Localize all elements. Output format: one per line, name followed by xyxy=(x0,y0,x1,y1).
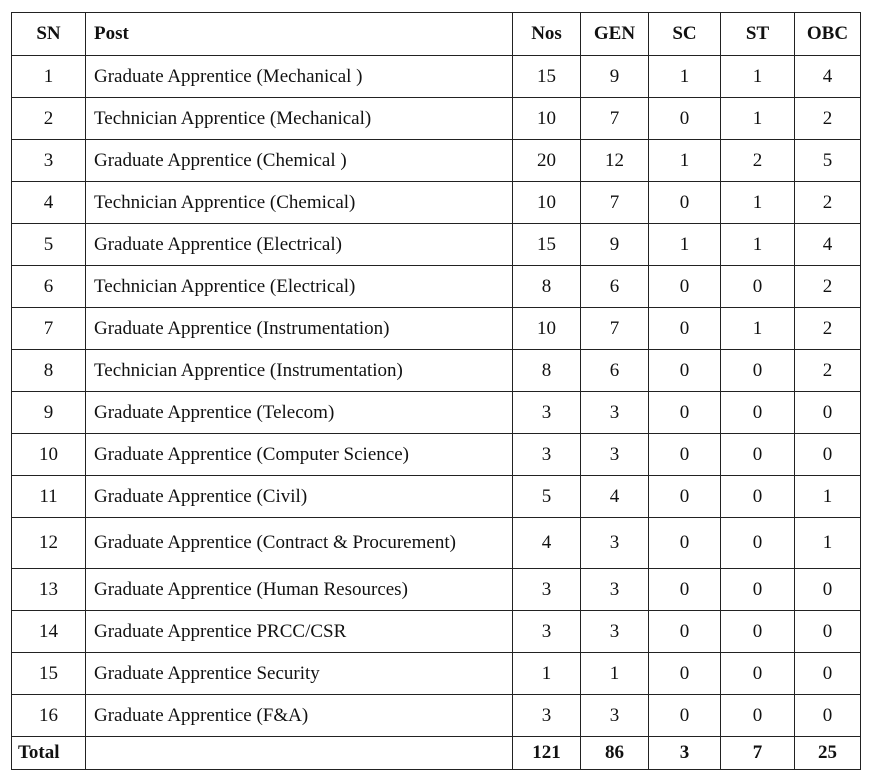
cell-sc: 0 xyxy=(649,434,721,476)
cell-gen: 7 xyxy=(581,308,649,350)
cell-post: Technician Apprentice (Instrumentation) xyxy=(86,350,513,392)
cell-st: 1 xyxy=(721,224,795,266)
cell-st: 0 xyxy=(721,266,795,308)
cell-gen: 4 xyxy=(581,476,649,518)
table-row xyxy=(12,56,861,98)
cell-nos: 3 xyxy=(513,611,581,653)
cell-obc: 4 xyxy=(795,56,861,98)
cell-st: 1 xyxy=(721,56,795,98)
cell-gen: 7 xyxy=(581,182,649,224)
header-nos: Nos xyxy=(513,13,581,56)
cell-sc: 0 xyxy=(649,653,721,695)
cell-nos: 15 xyxy=(513,224,581,266)
table-row xyxy=(12,518,861,569)
cell-gen: 3 xyxy=(581,392,649,434)
cell-post: Graduate Apprentice (Telecom) xyxy=(86,392,513,434)
cell-obc: 2 xyxy=(795,182,861,224)
cell-nos: 10 xyxy=(513,98,581,140)
total-st: 7 xyxy=(721,737,795,770)
cell-sc: 1 xyxy=(649,56,721,98)
cell-sc: 0 xyxy=(649,266,721,308)
cell-sn: 9 xyxy=(12,392,86,434)
table-row xyxy=(12,392,861,434)
total-label: Total xyxy=(12,737,86,770)
cell-obc: 5 xyxy=(795,140,861,182)
cell-post: Graduate Apprentice (Computer Science) xyxy=(86,434,513,476)
cell-post: Technician Apprentice (Chemical) xyxy=(86,182,513,224)
cell-st: 0 xyxy=(721,518,795,569)
cell-gen: 12 xyxy=(581,140,649,182)
cell-post: Graduate Apprentice (Human Resources) xyxy=(86,569,513,611)
cell-nos: 10 xyxy=(513,308,581,350)
table-row xyxy=(12,182,861,224)
table-row xyxy=(12,140,861,182)
table-row xyxy=(12,476,861,518)
cell-sn: 3 xyxy=(12,140,86,182)
cell-gen: 1 xyxy=(581,653,649,695)
header-post: Post xyxy=(86,13,513,56)
cell-st: 0 xyxy=(721,569,795,611)
total-obc: 25 xyxy=(795,737,861,770)
cell-sc: 1 xyxy=(649,140,721,182)
header-sn: SN xyxy=(12,13,86,56)
cell-sn: 14 xyxy=(12,611,86,653)
cell-nos: 3 xyxy=(513,569,581,611)
cell-nos: 4 xyxy=(513,518,581,569)
cell-obc: 2 xyxy=(795,266,861,308)
cell-sn: 5 xyxy=(12,224,86,266)
cell-sc: 0 xyxy=(649,392,721,434)
cell-sn: 6 xyxy=(12,266,86,308)
cell-nos: 3 xyxy=(513,434,581,476)
table-row xyxy=(12,434,861,476)
cell-post: Graduate Apprentice (Chemical ) xyxy=(86,140,513,182)
cell-nos: 8 xyxy=(513,266,581,308)
cell-obc: 2 xyxy=(795,308,861,350)
cell-post: Graduate Apprentice (Instrumentation) xyxy=(86,308,513,350)
cell-gen: 3 xyxy=(581,434,649,476)
cell-sn: 4 xyxy=(12,182,86,224)
cell-obc: 0 xyxy=(795,392,861,434)
cell-gen: 9 xyxy=(581,224,649,266)
cell-obc: 0 xyxy=(795,695,861,737)
cell-st: 2 xyxy=(721,140,795,182)
cell-nos: 5 xyxy=(513,476,581,518)
total-sc: 3 xyxy=(649,737,721,770)
table-row xyxy=(12,308,861,350)
cell-sn: 12 xyxy=(12,518,86,569)
cell-sn: 1 xyxy=(12,56,86,98)
table-row xyxy=(12,350,861,392)
cell-st: 0 xyxy=(721,434,795,476)
cell-sc: 0 xyxy=(649,350,721,392)
cell-gen: 9 xyxy=(581,56,649,98)
table-row xyxy=(12,266,861,308)
table-row xyxy=(12,569,861,611)
header-gen: GEN xyxy=(581,13,649,56)
cell-sn: 7 xyxy=(12,308,86,350)
cell-sc: 0 xyxy=(649,98,721,140)
cell-sc: 0 xyxy=(649,611,721,653)
header-sc: SC xyxy=(649,13,721,56)
cell-post: Graduate Apprentice (Contract & Procurement) xyxy=(86,518,513,569)
cell-sn: 8 xyxy=(12,350,86,392)
cell-post: Technician Apprentice (Mechanical) xyxy=(86,98,513,140)
total-nos: 121 xyxy=(513,737,581,770)
cell-post: Graduate Apprentice (Civil) xyxy=(86,476,513,518)
cell-obc: 0 xyxy=(795,611,861,653)
cell-sn: 15 xyxy=(12,653,86,695)
cell-nos: 3 xyxy=(513,392,581,434)
cell-sn: 10 xyxy=(12,434,86,476)
table-row xyxy=(12,653,861,695)
cell-st: 1 xyxy=(721,308,795,350)
cell-st: 1 xyxy=(721,182,795,224)
cell-st: 1 xyxy=(721,98,795,140)
cell-obc: 1 xyxy=(795,518,861,569)
cell-nos: 10 xyxy=(513,182,581,224)
cell-gen: 6 xyxy=(581,350,649,392)
cell-post: Graduate Apprentice PRCC/CSR xyxy=(86,611,513,653)
cell-sc: 0 xyxy=(649,518,721,569)
cell-st: 0 xyxy=(721,611,795,653)
cell-st: 0 xyxy=(721,350,795,392)
cell-sn: 16 xyxy=(12,695,86,737)
cell-sc: 1 xyxy=(649,224,721,266)
total-row xyxy=(12,737,861,770)
cell-obc: 2 xyxy=(795,98,861,140)
table-row xyxy=(12,695,861,737)
cell-gen: 6 xyxy=(581,266,649,308)
cell-obc: 4 xyxy=(795,224,861,266)
cell-sc: 0 xyxy=(649,695,721,737)
total-post xyxy=(86,737,513,770)
cell-st: 0 xyxy=(721,392,795,434)
cell-post: Graduate Apprentice (F&A) xyxy=(86,695,513,737)
cell-nos: 20 xyxy=(513,140,581,182)
cell-nos: 1 xyxy=(513,653,581,695)
cell-st: 0 xyxy=(721,476,795,518)
header-st: ST xyxy=(721,13,795,56)
header-obc: OBC xyxy=(795,13,861,56)
cell-nos: 8 xyxy=(513,350,581,392)
cell-gen: 3 xyxy=(581,695,649,737)
vacancy-table xyxy=(11,12,861,770)
cell-nos: 3 xyxy=(513,695,581,737)
cell-gen: 3 xyxy=(581,611,649,653)
cell-obc: 0 xyxy=(795,569,861,611)
cell-gen: 3 xyxy=(581,518,649,569)
cell-sc: 0 xyxy=(649,308,721,350)
cell-sn: 11 xyxy=(12,476,86,518)
table-row xyxy=(12,98,861,140)
cell-post: Graduate Apprentice (Electrical) xyxy=(86,224,513,266)
cell-sc: 0 xyxy=(649,182,721,224)
cell-obc: 1 xyxy=(795,476,861,518)
cell-obc: 2 xyxy=(795,350,861,392)
cell-post: Graduate Apprentice Security xyxy=(86,653,513,695)
total-gen: 86 xyxy=(581,737,649,770)
cell-nos: 15 xyxy=(513,56,581,98)
cell-sc: 0 xyxy=(649,569,721,611)
table-row xyxy=(12,611,861,653)
cell-post: Graduate Apprentice (Mechanical ) xyxy=(86,56,513,98)
cell-st: 0 xyxy=(721,695,795,737)
cell-gen: 3 xyxy=(581,569,649,611)
cell-st: 0 xyxy=(721,653,795,695)
table-row xyxy=(12,224,861,266)
cell-sc: 0 xyxy=(649,476,721,518)
cell-obc: 0 xyxy=(795,434,861,476)
cell-obc: 0 xyxy=(795,653,861,695)
cell-sn: 13 xyxy=(12,569,86,611)
cell-sn: 2 xyxy=(12,98,86,140)
cell-post: Technician Apprentice (Electrical) xyxy=(86,266,513,308)
header-row xyxy=(12,13,861,56)
cell-gen: 7 xyxy=(581,98,649,140)
